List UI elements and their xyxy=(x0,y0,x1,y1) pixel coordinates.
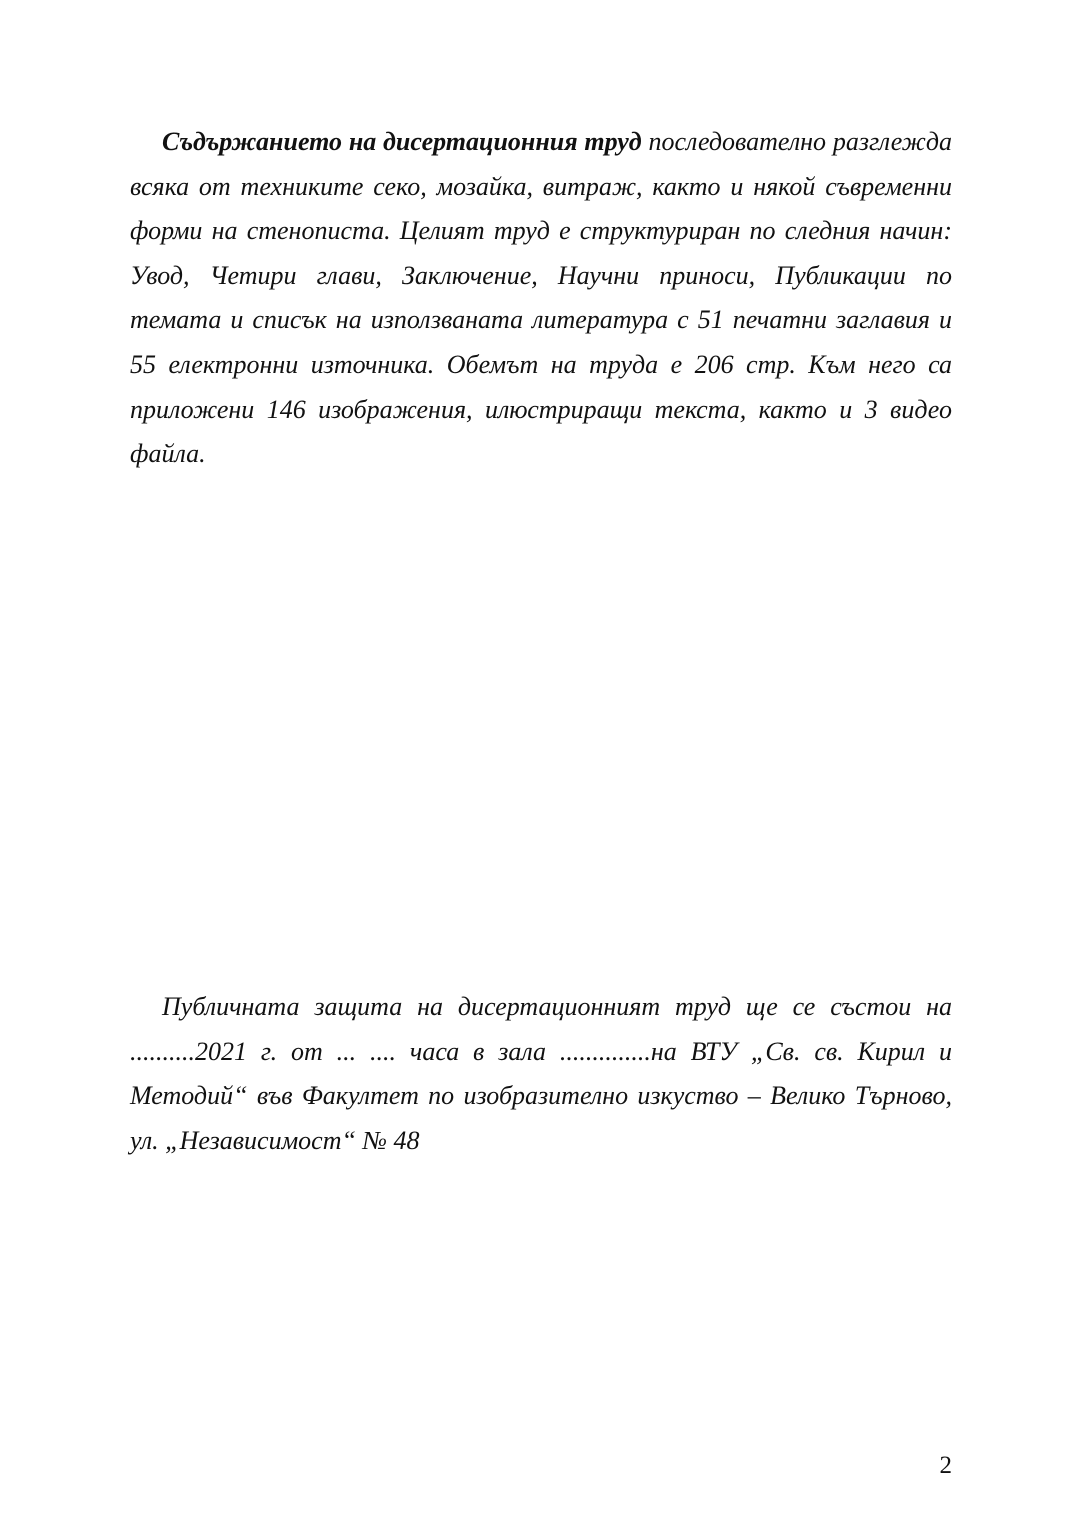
summary-text: последователно разглежда всяка от техниките секо, мозайка, витраж, както и някой съвременни форми на стенописта. Целият труд е структуриран по следния начин: Увод, Четири глави, Заключение, Научни приноси, Публикации по темата и списък на използваната литература с 51 печатни заглавия и 55 електронни източника. Обемът на труда е 206 стр. Към него са приложени 146 изображения, илюстриращи текста, както и 3 видео файла. xyxy=(130,127,952,469)
defense-paragraph xyxy=(130,985,952,1163)
page-number: 2 xyxy=(939,1452,952,1479)
summary-paragraph xyxy=(130,120,952,477)
defense-text: Публичната защита на дисертационният труд ще се състои на ..........2021 г. от ... .... часа в зала ..............на ВТУ „Св. св. Кирил и Методий“ във Факултет по изобразително изкуство – Велико Търново, ул. „Независимост“ № 48 xyxy=(130,992,952,1155)
summary-lead-bold: Съдържанието на дисертационния труд xyxy=(162,127,642,156)
